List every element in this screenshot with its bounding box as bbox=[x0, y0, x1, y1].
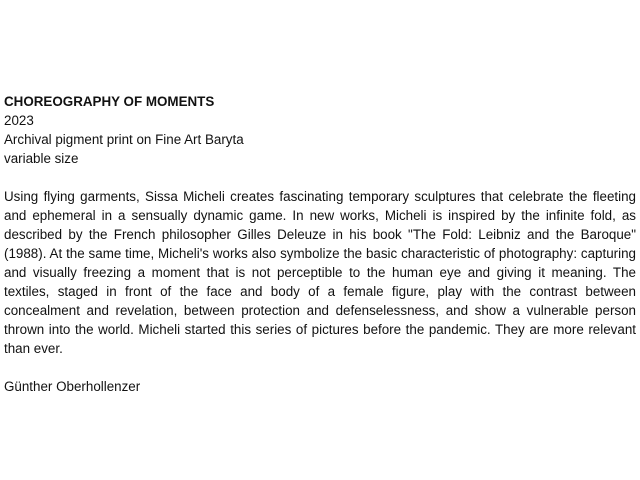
artwork-description bbox=[4, 92, 636, 396]
author-name: Günther Oberhollenzer bbox=[4, 379, 141, 394]
artwork-size: variable size bbox=[4, 151, 79, 166]
artwork-medium: Archival pigment print on Fine Art Baryta bbox=[4, 132, 244, 147]
artwork-year: 2023 bbox=[4, 113, 34, 128]
description-paragraph: Using flying garments, Sissa Micheli creates fascinating temporary sculptures that celebrate the fleeting and ephemeral in a sensually dynamic game. In new works, Micheli is inspired by the infinite fold, as described by the French philosopher Gilles Deleuze in his book "The Fold: Leibniz and the Baroque" (1988). At the same time, Micheli's works also symbolize the basic characteristic of photography: capturing and visually freezing a moment that is not perceptible to the human eye and giving it meaning. The textiles, staged in front of the face and body of a female figure, play with the contrast between concealment and revelation, between protection and defenselessness, and show a vulnerable person thrown into the world. Micheli started this series of pictures before the pandemic. They are more relevant than ever. bbox=[4, 189, 636, 356]
artwork-title: CHOREOGRAPHY OF MOMENTS bbox=[4, 94, 215, 109]
